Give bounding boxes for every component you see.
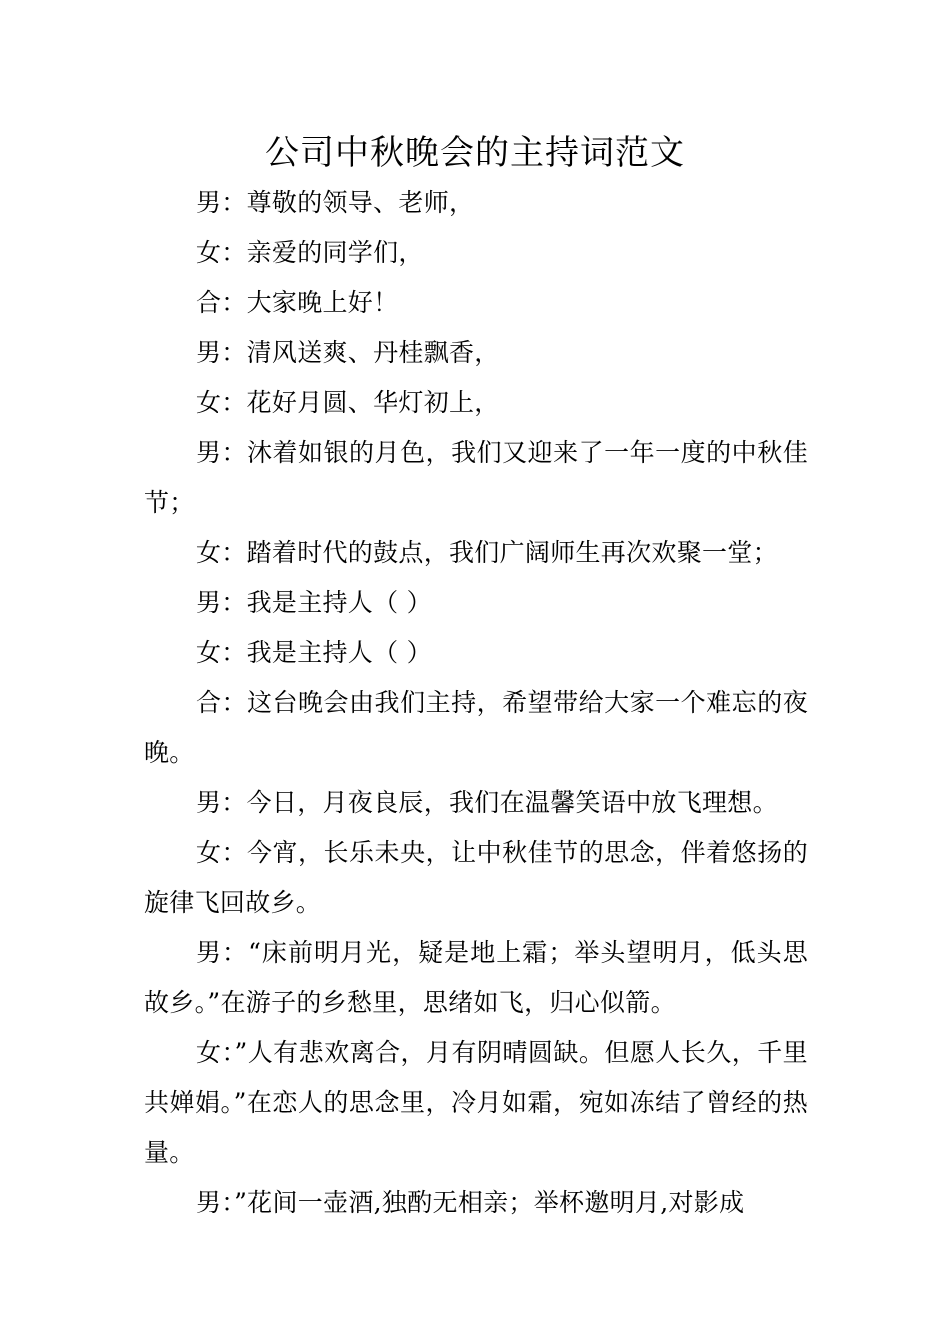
paragraph: 女：亲爱的同学们， (196, 238, 424, 267)
paragraph: 女：”人有悲欢离合，月有阴晴圆缺。但愿人长久，千里共婵娟。”在恋人的思念里，冷月如霜，宛如冻结了曾经的热量。 (144, 1038, 808, 1167)
paragraph: 男：沐着如银的月色，我们又迎来了一年一度的中秋佳节； (144, 438, 808, 517)
paragraph: 女：今宵，长乐未央，让中秋佳节的思念，伴着悠扬的旋律飞回故乡。 (144, 838, 808, 917)
paragraph: 男：我是主持人（ ） (196, 588, 432, 617)
paragraph: 女：我是主持人（ ） (196, 638, 432, 667)
paragraph: 合：大家晚上好！ (196, 288, 399, 317)
paragraph: 女：踏着时代的鼓点，我们广阔师生再次欢聚一堂； (196, 538, 778, 567)
paragraph: 男：”花间一壶酒,独酌无相亲；举杯邀明月,对影成 (196, 1188, 745, 1217)
paragraph: 女：花好月圆、华灯初上， (196, 388, 500, 417)
document-body (142, 178, 808, 1228)
paragraph: 男：尊敬的领导、老师， (196, 188, 475, 217)
paragraph: 男：今日，月夜良辰，我们在温馨笑语中放飞理想。 (196, 788, 778, 817)
paragraph: 合：这台晚会由我们主持，希望带给大家一个难忘的夜晚。 (144, 688, 808, 767)
paragraph: 男：清风送爽、丹桂飘香， (196, 338, 500, 367)
document-title: 公司中秋晚会的主持词范文 (265, 133, 685, 173)
paragraph: 男：“床前明月光，疑是地上霜；举头望明月，低头思故乡。”在游子的乡愁里，思绪如飞，归心似箭。 (144, 938, 808, 1017)
